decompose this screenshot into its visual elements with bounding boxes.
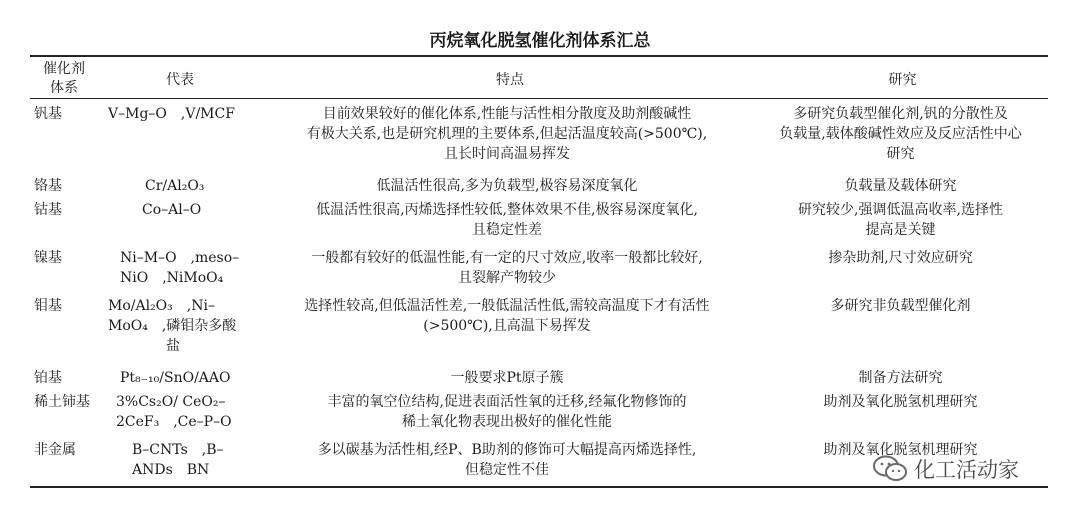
row-category: 钴基 xyxy=(34,202,62,218)
row-features xyxy=(262,200,752,240)
rep-line: ANDs BN xyxy=(132,462,210,478)
row-research xyxy=(758,392,1043,412)
row-features xyxy=(262,248,752,288)
row-research xyxy=(758,104,1043,164)
watermark-text: 化工活动家 xyxy=(914,458,1019,482)
feature-line: 且长时间高温易挥发 xyxy=(444,146,570,162)
rep-line: MoO₄ ,磷钼杂多酸 xyxy=(108,318,237,334)
rep-line: B–CNTs ,B– xyxy=(132,442,224,458)
rep-line: V–Mg–O ,V/MCF xyxy=(108,106,235,122)
table-header-rule xyxy=(30,98,1048,99)
row-category: 镍基 xyxy=(34,250,62,266)
row-category: 稀土铈基 xyxy=(34,394,90,410)
wechat-icon xyxy=(872,455,908,483)
feature-line: 低温活性很高,多为负载型,极容易深度氧化 xyxy=(376,178,638,194)
row-representative xyxy=(100,368,285,388)
rep-line: 2CeF₃ ,Ce–P–O xyxy=(116,414,232,430)
row-category: 铂基 xyxy=(34,370,62,386)
feature-line: (>500℃),且高温下易挥发 xyxy=(423,318,591,334)
research-line: 掺杂助剂,尺寸效应研究 xyxy=(828,250,973,266)
row-features xyxy=(262,368,752,388)
feature-line: 且稳定性差 xyxy=(472,222,542,238)
research-line: 多研究负载型催化剂,钒的分散性及 xyxy=(793,106,1008,122)
row-category: 非金属 xyxy=(34,442,76,458)
feature-line: 丰富的氧空位结构,促进表面活性氧的迁移,经氟化物修饰的 xyxy=(327,394,687,410)
feature-line: 且裂解产物较少 xyxy=(458,270,556,286)
table-top-rule xyxy=(30,55,1048,57)
feature-line: 多以碳基为活性相,经P、B助剂的修饰可大幅提高丙烯选择性, xyxy=(317,442,697,458)
row-research xyxy=(758,296,1043,316)
watermark xyxy=(872,454,1019,484)
research-line: 负载量,载体酸碱性效应及反应活性中心 xyxy=(779,126,1022,142)
row-representative xyxy=(100,392,281,432)
rep-line: Cr/Al₂O₃ xyxy=(145,178,205,194)
table-bottom-rule xyxy=(30,486,1048,488)
row-features xyxy=(262,296,752,336)
research-line: 研究 xyxy=(886,146,915,162)
row-features xyxy=(262,176,752,196)
row-category: 钼基 xyxy=(34,298,62,314)
feature-line: 一般都有较好的低温性能,有一定的尺寸效应,收率一般都比较好, xyxy=(311,250,703,266)
research-line: 提高是关键 xyxy=(865,222,936,238)
header-category-line: 体系 xyxy=(50,80,78,96)
row-research xyxy=(758,176,1043,196)
feature-line: 一般要求Pt原子簇 xyxy=(450,370,564,386)
row-features xyxy=(262,392,752,432)
rep-line: Ni–M–O ,meso– xyxy=(120,250,240,266)
row-features xyxy=(262,104,752,164)
header-research: 研究 xyxy=(888,72,917,88)
research-line: 多研究非负载型催化剂 xyxy=(830,298,971,314)
header-category-line: 催化剂 xyxy=(43,61,85,77)
research-line: 助剂及氧化脱氢机理研究 xyxy=(823,394,978,410)
feature-line: 低温活性很高,丙烯选择性较低,整体效果不佳,极容易深度氧化, xyxy=(316,202,698,218)
row-features xyxy=(262,440,752,480)
rep-line: 盐 xyxy=(166,338,180,354)
rep-line: Mo/Al₂O₃ ,Ni– xyxy=(108,298,215,314)
rep-line: Co–Al–O xyxy=(142,202,202,218)
row-research xyxy=(758,200,1043,240)
table-title: 丙烷氧化脱氢催化剂体系汇总 xyxy=(429,31,651,51)
research-line: 制备方法研究 xyxy=(858,370,943,386)
feature-line: 有极大关系,也是研究机理的主要体系,但起活温度较高(>500℃), xyxy=(306,126,708,142)
research-line: 负载量及载体研究 xyxy=(844,178,957,194)
row-category: 铬基 xyxy=(34,178,62,194)
header-category xyxy=(33,60,95,98)
row-representative xyxy=(100,296,273,356)
header-features: 特点 xyxy=(496,72,524,88)
row-representative xyxy=(100,248,285,288)
feature-line: 目前效果较好的催化体系,性能与活性相分散度及助剂酸碱性 xyxy=(322,106,692,122)
rep-line: 3%Cs₂O/ CeO₂– xyxy=(116,394,226,410)
feature-line: 选择性较高,但低温活性差,一般低温活性低,需较高温度下才有活性 xyxy=(304,298,710,314)
research-line: 助剂及氧化脱氢机理研究 xyxy=(823,442,978,458)
row-research xyxy=(758,248,1043,268)
row-research xyxy=(758,368,1043,388)
feature-line: 但稳定性不佳 xyxy=(465,462,549,478)
row-representative xyxy=(100,104,273,124)
row-category: 钒基 xyxy=(34,106,62,122)
rep-line: Pt₈₋₁₀/SnO/AAO xyxy=(120,370,231,386)
feature-line: 稀土氧化物表现出极好的催化性能 xyxy=(402,414,612,430)
header-representative: 代表 xyxy=(166,72,194,88)
rep-line: NiO ,NiMoO₄ xyxy=(120,270,224,286)
research-line: 研究较少,强调低温高收率,选择性 xyxy=(798,202,1003,218)
